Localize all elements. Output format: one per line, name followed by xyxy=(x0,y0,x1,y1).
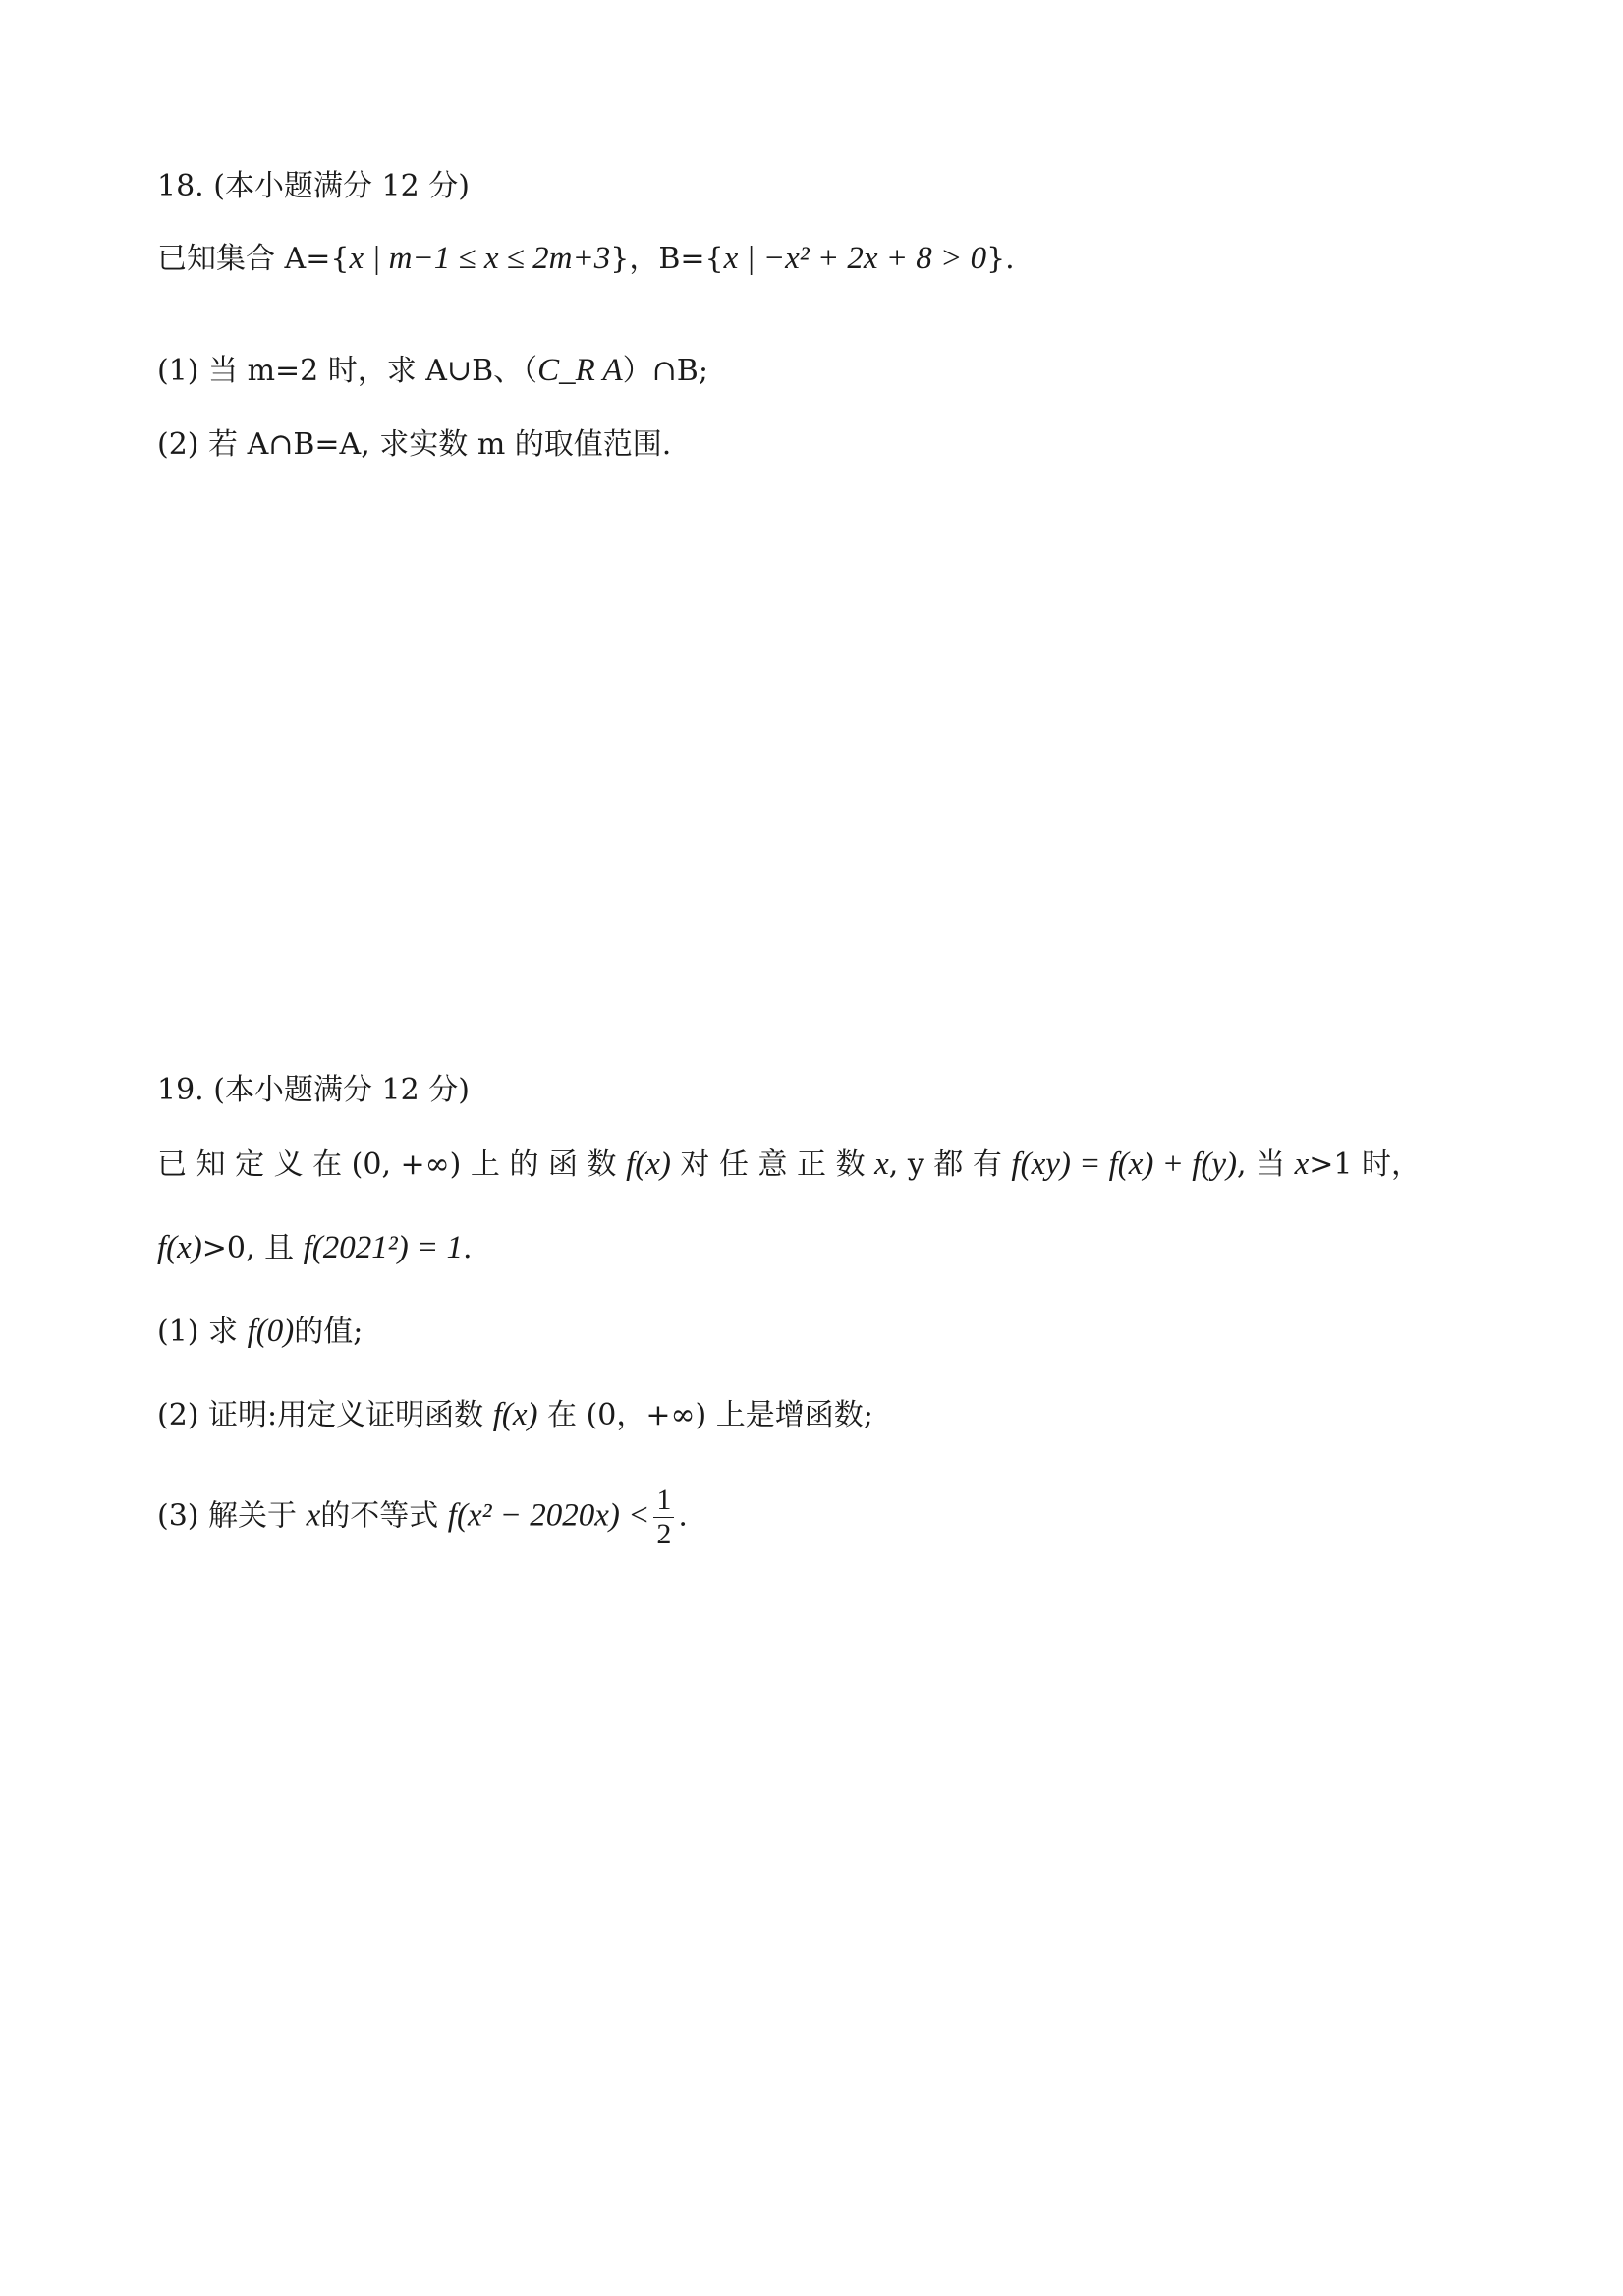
q19-part2-suffix: 在 (0，+∞) 上是增函数; xyxy=(547,1398,873,1432)
q19-stem-text-c: , y 都 有 xyxy=(888,1148,1002,1182)
set-b-expression: x | −x² + 2x + 8 > 0 xyxy=(723,241,987,276)
q18-part1-suffix: ）∩B; xyxy=(622,354,708,388)
q19-part3-variable: x xyxy=(306,1497,321,1534)
q18-header: 18. (本小题满分 12 分) xyxy=(157,169,470,203)
q19-line2-text: >0, 且 xyxy=(201,1231,295,1265)
q19-stem-x: x xyxy=(874,1147,889,1182)
functional-equation: f(xy) = f(x) + f(y) xyxy=(1011,1147,1237,1182)
q19-part3-mid: 的不等式 xyxy=(320,1498,439,1534)
q19-part3-prefix: (3) 解关于 xyxy=(157,1498,298,1534)
q19-header: 19. (本小题满分 12 分) xyxy=(157,1073,470,1107)
one-half-fraction xyxy=(653,1484,674,1551)
set-a-expression: x | m−1 ≤ x ≤ 2m+3 xyxy=(349,241,611,276)
q19-part2-expression: f(x) xyxy=(492,1397,538,1432)
q19-stem-text-a: 已 知 定 义 在 (0, +∞) 上 的 函 数 xyxy=(157,1148,617,1182)
inequality-expression: f(x² − 2020x) < xyxy=(447,1497,650,1534)
q18-part1 xyxy=(157,351,708,391)
q19-part2 xyxy=(157,1395,873,1435)
q18-stem xyxy=(157,239,1015,279)
q19-stem-line1 xyxy=(157,1145,1421,1185)
fraction-denominator: 2 xyxy=(656,1518,672,1550)
q19-stem-text-b: 对 任 意 正 数 xyxy=(680,1148,866,1182)
q19-stem-text-e: >1 时， xyxy=(1309,1148,1422,1182)
q18-set-b-separator: }，B={ xyxy=(610,242,724,276)
q19-part2-prefix: (2) 证明:用定义证明函数 xyxy=(157,1398,484,1432)
q19-stem-x2: x xyxy=(1294,1147,1310,1182)
q19-part1 xyxy=(157,1312,363,1352)
complement-expression: C_R A xyxy=(537,353,623,388)
q19-part3 xyxy=(157,1484,688,1551)
q18-part2: (2) 若 A∩B=A, 求实数 m 的取值范围. xyxy=(157,427,672,462)
q19-stem-fx: f(x) xyxy=(626,1147,671,1182)
q19-part3-end: . xyxy=(678,1498,688,1534)
q18-part1-prefix: (1) 当 m=2 时，求 A∪B、（ xyxy=(157,354,538,388)
q19-line2-end: . xyxy=(462,1231,473,1265)
q19-part1-suffix: 的值; xyxy=(294,1315,364,1349)
q19-part1-prefix: (1) 求 xyxy=(157,1315,239,1349)
q19-line2-fx: f(x) xyxy=(157,1230,202,1265)
q18-stem-prefix: 已知集合 A={ xyxy=(157,242,350,276)
given-value-equation: f(2021²) = 1 xyxy=(303,1230,463,1265)
q19-stem-line2 xyxy=(157,1228,473,1268)
q19-stem-text-d: , 当 xyxy=(1237,1148,1286,1182)
q18-stem-suffix: }. xyxy=(986,242,1015,276)
fraction-numerator: 1 xyxy=(653,1484,674,1518)
q19-part1-expression: f(0) xyxy=(247,1314,295,1349)
